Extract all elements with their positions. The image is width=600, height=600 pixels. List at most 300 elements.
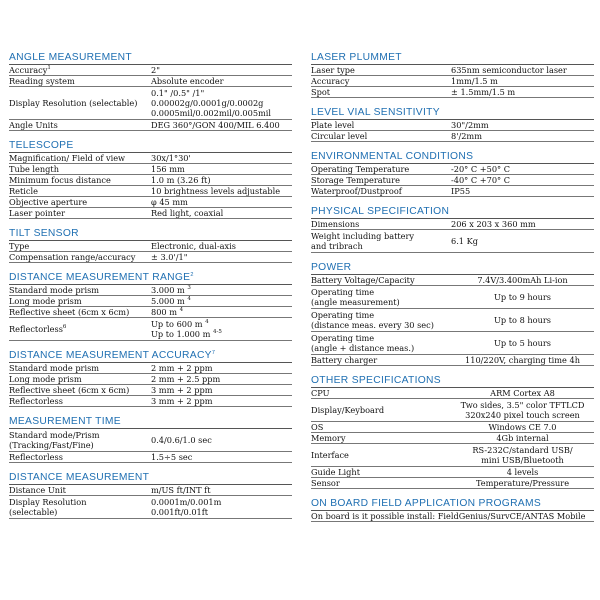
spec-value-line [451,175,594,185]
spec-label-text: Display Resolution (selectable) [9,98,138,108]
spec-value-line [494,292,551,302]
spec-label [9,285,151,295]
spec-label-text: Plate level [311,120,355,130]
spec-label-text: OS [311,422,324,432]
spec-row [311,399,594,422]
spec-value-line [481,455,564,465]
spec-value-text: ± 3.0'/1" [151,252,188,262]
spec-value [151,241,292,251]
spec-row [9,186,292,197]
spec-value-text: 30"/2mm [451,120,489,130]
spec-label-line [311,164,451,174]
section-laser-plummet [311,51,594,98]
spec-row [311,131,594,142]
spec-value-text: 0.4/0.6/1.0 sec [151,435,212,445]
spec-label-line [9,507,151,517]
spec-value-text: Up to 1.000 m [151,329,211,339]
spec-value-line [151,329,292,339]
section-other-specifications [311,374,594,489]
spec-value-line [151,319,292,329]
spec-value-text: 2" [151,65,160,75]
spec-value-text: 0.001ft/0.01ft [151,507,209,517]
spec-value-text: Two sides, 3.5" color TFTLCD [460,400,585,410]
spec-row [311,186,594,197]
spec-value-line [451,87,594,97]
spec-label-line [311,478,451,488]
spec-row [9,363,292,374]
spec-value-text: 635nm semiconductor laser [451,65,567,75]
spec-value-text: RS-232C/standard USB/ [472,445,573,455]
spec-label-line [9,307,151,317]
spec-value-line [451,120,594,130]
spec-value-text: 1.0 m (3.26 ft) [151,175,211,185]
spec-value-line [472,445,572,455]
spec-label-text: Long mode prism [9,296,82,306]
spec-label [9,87,151,119]
spec-value-text: 0.0005mil/0.002mil/0.005mil [151,108,272,118]
spec-value-text: mini USB/Bluetooth [481,455,564,465]
section-on-board-field-application-programs [311,497,594,522]
spec-value [151,197,292,207]
spec-label-line [9,324,151,334]
spec-label [311,399,451,421]
spec-label-line [311,422,451,432]
spec-label [311,286,451,308]
spec-label-line [311,433,451,443]
spec-label-line [311,120,451,130]
spec-value [151,429,292,451]
spec-label-text: Type [9,241,30,251]
footnote-marker: 2 [190,272,194,278]
spec-value-line [461,400,585,410]
spec-value-text: Absolute encoder [151,76,224,86]
spec-label-text: Reflectorless [9,324,63,334]
spec-label-line [311,76,451,86]
spec-value-line [451,65,594,75]
spec-row [9,76,292,87]
spec-value-line [151,88,292,98]
spec-label [311,120,451,130]
spec-label [9,496,151,518]
section-title [9,349,292,363]
spec-value [151,296,292,306]
section-title-text: LEVEL VIAL SENSITIVITY [311,107,440,118]
section-title [9,227,292,241]
spec-label-text: Compensation range/accuracy [9,252,136,262]
spec-value-line [451,219,594,229]
spec-label [9,485,151,495]
section-title-text: OTHER SPECIFICATIONS [311,375,441,386]
spec-label-line [311,467,451,477]
spec-row [311,478,594,489]
spec-label-line [9,65,151,75]
spec-value [451,230,594,252]
section-title-text: ENVIRONMENTAL CONDITIONS [311,151,474,162]
footnote-marker: 4 [205,319,209,325]
spec-value [451,309,594,331]
spec-value-text: 320x240 pixel touch screen [465,410,580,420]
spec-label [9,318,151,340]
spec-label-line [311,275,451,285]
section-title-text: PHYSICAL SPECIFICATION [311,206,450,217]
spec-label-line [9,497,151,507]
spec-value-text: 3.000 m [151,285,185,295]
spec-label [9,307,151,317]
spec-label-text: Interface [311,450,349,460]
spec-row [9,120,292,131]
spec-value-text: 800 m [151,307,177,317]
spec-label-line [311,186,451,196]
spec-label-line [311,131,451,141]
spec-value-text: Up to 5 hours [494,338,551,348]
spec-label-line [311,450,451,460]
spec-value-line [476,478,569,488]
spec-label-text: (Tracking/Fast/Fine) [9,440,94,450]
footnote-marker: 4-5 [212,329,222,335]
spec-label [311,164,451,174]
spec-value-text: -40° C +70° C [451,175,510,185]
spec-label-text: Dimensions [311,219,360,229]
spec-row [311,309,594,332]
spec-value [451,422,594,432]
spec-value-line [477,275,567,285]
spec-value [451,444,594,466]
spec-value-text: 30x/1°30' [151,153,191,163]
spec-value [451,76,594,86]
spec-value [451,433,594,443]
spec-label-line [311,175,451,185]
spec-value [151,164,292,174]
spec-label-line [311,320,451,330]
spec-value-line [451,131,594,141]
spec-label-text: Long mode prism [9,374,82,384]
section-tilt-sensor [9,227,292,263]
spec-label [311,87,451,97]
spec-label-text: (angle measurement) [311,297,400,307]
section-title-text: DISTANCE MEASUREMENT ACCURACY [9,350,212,361]
spec-value-text: 4Gb internal [496,433,549,443]
spec-label-line [9,197,151,207]
spec-value [451,175,594,185]
spec-value [151,186,292,196]
spec-label [9,452,151,462]
spec-value-line [151,307,292,317]
spec-label [311,76,451,86]
spec-value-text: 5.000 m [151,296,185,306]
spec-value-text: 1mm/1.5 m [451,76,498,86]
spec-row [311,433,594,444]
spec-value [451,186,594,196]
section-title [9,139,292,153]
spec-value [151,485,292,495]
spec-label-text: Operating Temperature [311,164,410,174]
spec-label [9,385,151,395]
spec-label-text: Sensor [311,478,340,488]
spec-value [451,164,594,174]
spec-value [151,65,292,75]
section-measurement-time [9,415,292,463]
spec-value [151,396,292,406]
spec-value-line [151,208,292,218]
spec-label [311,388,451,398]
spec-value [451,219,594,229]
spec-label-line [311,287,451,297]
spec-row [9,65,292,76]
spec-value-line [151,197,292,207]
spec-value-line [496,433,548,443]
spec-label [9,175,151,185]
section-title-text: TILT SENSOR [9,228,79,239]
section-distance-measurement [9,471,292,519]
spec-value-line [451,76,594,86]
spec-value-line [151,241,292,251]
spec-label-text: Reflective sheet (6cm x 6cm) [9,307,130,317]
spec-value-line [151,396,292,406]
spec-value-text: Up to 9 hours [494,292,551,302]
spec-label [311,422,451,432]
spec-label-text: Standard mode/Prism [9,430,100,440]
spec-label-line [9,452,151,462]
spec-value-text: 10 brightness levels adjustable [151,186,281,196]
spec-label [311,444,451,466]
spec-label-text: Standard mode prism [9,285,100,295]
spec-row [311,175,594,186]
spec-value-line [151,285,292,295]
spec-value [151,363,292,373]
spec-label [9,396,151,406]
section-title-text: TELESCOPE [9,140,74,151]
spec-value-line [151,497,292,507]
spec-label-text: Standard mode prism [9,363,100,373]
spec-label-line [9,76,151,86]
spec-value [451,87,594,97]
spec-value-text: Up to 8 hours [494,315,551,325]
section-title-text: POWER [311,262,352,273]
spec-value [151,87,292,119]
spec-row [9,296,292,307]
spec-row [9,452,292,463]
spec-value-text: 0.00002g/0.0001g/0.0002g [151,98,264,108]
spec-label-text: Objective aperture [9,197,88,207]
spec-value-line [151,164,292,174]
spec-value-line [451,236,594,246]
section-title [311,205,594,219]
spec-value-line [151,363,292,373]
footnote-marker: 4 [187,296,191,302]
spec-row [9,496,292,519]
spec-value [451,120,594,130]
spec-label-line [9,120,151,130]
spec-value-text: 1.5÷5 sec [151,452,193,462]
spec-label [9,164,151,174]
spec-row [311,230,594,253]
spec-label-text: Reflectorless [9,396,63,406]
section-environmental-conditions [311,150,594,197]
spec-value-line [151,296,292,306]
spec-value-line [151,175,292,185]
spec-value-text: Red light, coaxial [151,208,224,218]
spec-value-line [151,507,292,517]
section-title [9,51,292,65]
spec-value-line [151,186,292,196]
spec-label-line [9,440,151,450]
spec-row [311,332,594,355]
spec-label-text: Minimum focus distance [9,175,111,185]
spec-row [311,286,594,309]
spec-value [151,285,292,295]
spec-label-text: Battery Voltage/Capacity [311,275,415,285]
spec-label-text: Display Resolution [9,497,87,507]
section-distance-measurement-accuracy [9,349,292,407]
spec-value-text: -20° C +50° C [451,164,510,174]
spec-label-text: Angle Units [9,120,58,130]
spec-value-line [151,120,292,130]
spec-value [451,355,594,365]
section-title-text: DISTANCE MEASUREMENT RANGE [9,272,191,283]
spec-label-line [9,186,151,196]
spec-label [311,219,451,229]
spec-label-line [9,208,151,218]
spec-row [311,467,594,478]
spec-label-line [311,241,451,251]
spec-value [451,332,594,354]
spec-value-text: 7.4V/3.400mAh Li-ion [477,275,568,285]
spec-label [311,175,451,185]
spec-row [9,208,292,219]
spec-label-text: Weight including battery [311,231,415,241]
spec-value [451,399,594,421]
spec-label-line [311,310,451,320]
section-title-text: LASER PLUMMET [311,52,402,63]
section-title-text: ANGLE MEASUREMENT [9,52,132,63]
spec-row [9,307,292,318]
spec-value-line [151,98,292,108]
spec-label [311,275,451,285]
spec-value-text: 0.1" /0.5" /1" [151,88,205,98]
spec-label [9,76,151,86]
spec-label-text: Operating time [311,333,375,343]
spec-row [9,385,292,396]
spec-label-text: Magnification/ Field of view [9,153,126,163]
spec-row [311,219,594,230]
spec-row [311,87,594,98]
spec-label-text: and tribrach [311,241,363,251]
spec-value-line [465,355,580,365]
spec-label-text: Guide Light [311,467,360,477]
spec-label [9,65,151,75]
spec-label-text: Reflectorless [9,452,63,462]
spec-label [9,120,151,130]
section-title [9,415,292,429]
spec-value [151,318,292,340]
spec-label [311,332,451,354]
spec-label-line [9,296,151,306]
spec-label-text: Battery charger [311,355,378,365]
left-column [9,51,292,527]
spec-row [9,485,292,496]
spec-value [151,496,292,518]
spec-value [451,65,594,75]
section-telescope [9,139,292,219]
spec-value [451,467,594,477]
section-level-vial-sensitivity [311,106,594,142]
spec-value [151,208,292,218]
section-title [311,51,594,65]
spec-label-line [9,241,151,251]
spec-row [311,164,594,175]
spec-label [9,186,151,196]
section-title-text: ON BOARD FIELD APPLICATION PROGRAMS [311,498,542,509]
spec-value [151,374,292,384]
section-title [311,261,594,275]
spec-value-line [488,422,556,432]
spec-value-text: 3 mm + 2 ppm [151,396,213,406]
spec-label [9,153,151,163]
spec-row [9,197,292,208]
spec-row [9,429,292,452]
spec-label-line [9,252,151,262]
spec-label [311,433,451,443]
spec-value-text: 6.1 Kg [451,236,478,246]
section-distance-measurement-range [9,271,292,341]
spec-label [9,197,151,207]
spec-value-line [494,338,551,348]
spec-label-text: Laser type [311,65,355,75]
spec-value-line [151,252,292,262]
spec-value-text: m/US ft/INT ft [151,485,211,495]
spec-label-line [9,164,151,174]
section-title [311,374,594,388]
spec-value-text: Up to 600 m [151,319,203,329]
spec-label-line [9,396,151,406]
spec-label [311,65,451,75]
section-power [311,261,594,366]
spec-label-text: Display/Keyboard [311,405,385,415]
spec-row [311,511,594,522]
spec-value-text: DEG 360°/GON 400/MIL 6.400 [151,120,280,130]
spec-value [151,153,292,163]
spec-label-text: Tube length [9,164,59,174]
footnote-marker: 7 [211,350,216,356]
spec-value-text: Temperature/Pressure [475,478,570,488]
spec-label-text: Storage Temperature [311,175,400,185]
footnote-marker: 6 [62,324,67,330]
spec-value-line [151,485,292,495]
spec-label-line [9,385,151,395]
spec-row [9,175,292,186]
spec-value-line [151,452,292,462]
spec-value-text: 4 levels [506,467,539,477]
spec-label [9,241,151,251]
spec-value-line [151,385,292,395]
spec-row [9,318,292,341]
spec-value [151,385,292,395]
spec-label-text: Laser pointer [9,208,65,218]
spec-label-text: Operating time [311,287,375,297]
spec-label-line [311,355,451,365]
spec-label [9,363,151,373]
spec-label [9,208,151,218]
spec-row [311,422,594,433]
spec-value-line [507,467,539,477]
spec-value [451,286,594,308]
spec-value [151,452,292,462]
spec-value [151,175,292,185]
spec-label-text: Spot [311,87,331,97]
spec-label [311,478,451,488]
spec-value-text: 2 mm + 2 ppm [151,363,213,373]
spec-value-text: 0.0001m/0.001m [151,497,222,507]
